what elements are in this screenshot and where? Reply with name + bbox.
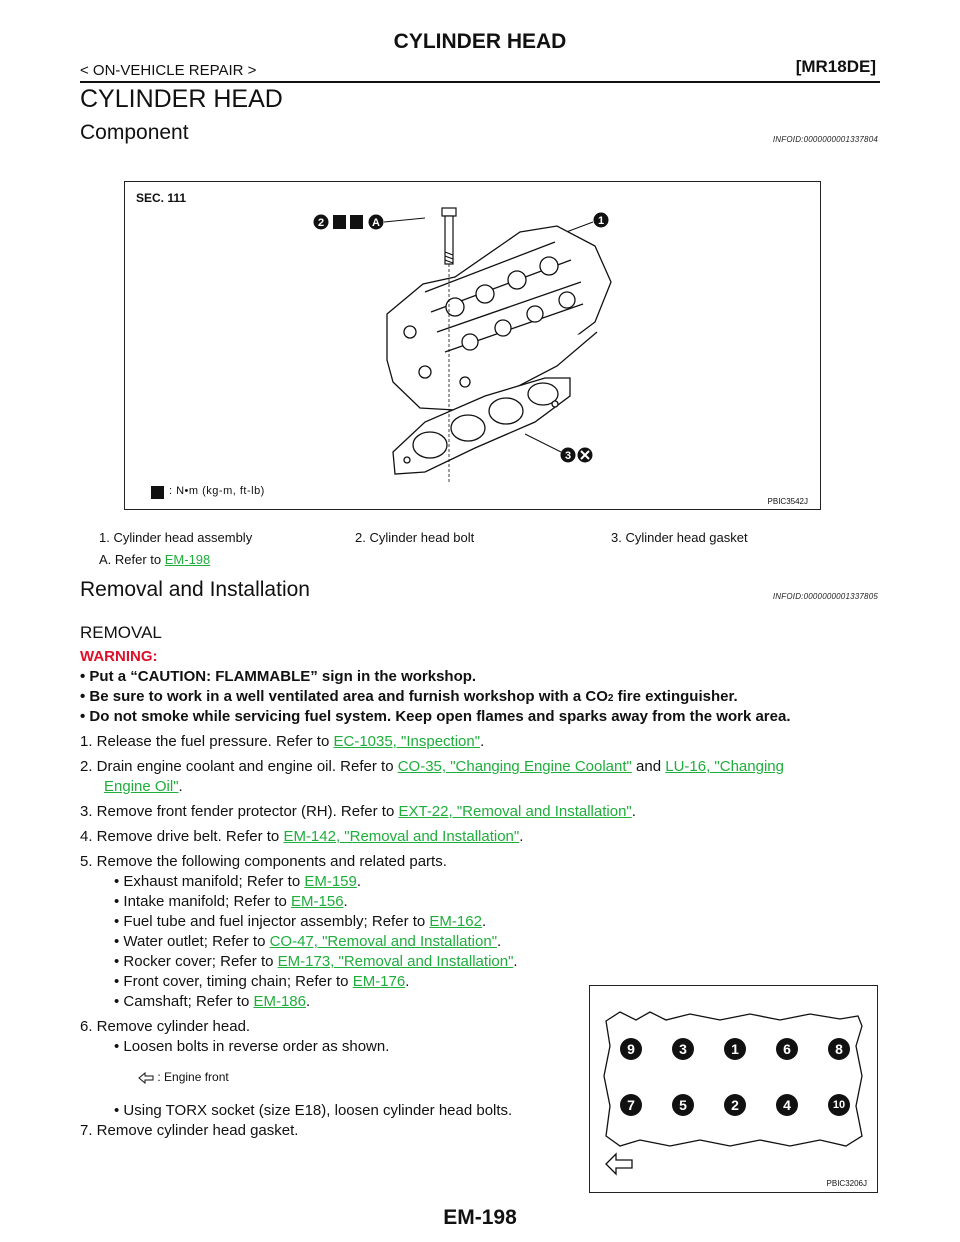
link-em-173[interactable]: EM-173, "Removal and Installation" [277,953,514,970]
torque-unit-label: : N•m (kg-m, ft-lb) [169,485,265,497]
sub-text: • Front cover, timing chain; Refer to [114,973,353,990]
link-ec-1035[interactable]: EC-1035, "Inspection" [333,733,481,750]
step-5-sub-fuel-tube: • Fuel tube and fuel injector assembly; Refer to EM-162. [114,913,487,930]
figure-id: PBIC3542J [767,497,808,506]
engine-front-arrow [606,1154,632,1174]
link-em-186[interactable]: EM-186 [253,993,306,1010]
bolt-number-badge: 8 [828,1038,850,1060]
step-5-sub-rocker-cover: • Rocker cover; Refer to EM-173, "Removal and Installation". [114,953,518,970]
bolt-number-badge: 6 [776,1038,798,1060]
step-4: 4. Remove drive belt. Refer to EM-142, "Removal and Installation". [80,828,524,845]
sub-text: • Rocker cover; Refer to [114,953,278,970]
step-6-sub-loosen: • Loosen bolts in reverse order as shown. [114,1038,390,1055]
legend-item-2: 2. Cylinder head bolt [355,530,475,545]
warning-text-1: Put a “CAUTION: FLAMMABLE” sign in the workshop. [89,668,477,685]
sub-text: • Water outlet; Refer to [114,933,270,950]
sub-text: • Camshaft; Refer to [114,993,254,1010]
warning-item-1: • Put a “CAUTION: FLAMMABLE” sign in the workshop. [80,668,477,685]
link-co-47[interactable]: CO-47, "Removal and Installation" [269,933,498,950]
step-5-sub-water-outlet: • Water outlet; Refer to CO-47, "Removal and Installation". [114,933,502,950]
link-co-35[interactable]: CO-35, "Changing Engine Coolant" [397,758,632,775]
step-5-sub-camshaft: • Camshaft; Refer to EM-186. [114,993,311,1010]
step-3: 3. Remove front fender protector (RH). Refer to EXT-22, "Removal and Installation". [80,803,636,820]
bolt-row-bottom [620,1094,850,1116]
step-5-sub-front-cover: • Front cover, timing chain; Refer to EM-176. [114,973,410,990]
step-6: 6. Remove cylinder head. [80,1018,251,1035]
component-infoid: INFOID:0000000001337804 [772,135,878,144]
bolt-number-badge: 7 [620,1094,642,1116]
sub-text: • Intake manifold; Refer to [114,893,292,910]
step-4-text: 4. Remove drive belt. Refer to [80,828,284,845]
sub-text: • Fuel tube and fuel injector assembly; Refer to [114,913,430,930]
warning-text-3: Do not smoke while servicing fuel system. Keep open flames and sparks away from the work area. [89,708,791,725]
step-2-text: 2. Drain engine coolant and engine oil. Refer to [80,758,398,775]
callout-3 [525,434,593,463]
header-rule [80,81,880,83]
engine-front-label: : Engine front [157,1070,229,1084]
step-5: 5. Remove the following components and related parts. [80,853,447,870]
link-em-142[interactable]: EM-142, "Removal and Installation" [283,828,520,845]
bolt-number-badge: 4 [776,1094,798,1116]
step-1-text: 1. Release the fuel pressure. Refer to [80,733,334,750]
bolt-number-badge: 10 [828,1094,850,1116]
warning-text-2: Be sure to work in a well ventilated area and furnish workshop with a CO [89,688,608,705]
removal-subheading: REMOVAL [80,623,162,642]
header-breadcrumb: < ON-VEHICLE REPAIR > [80,62,257,79]
step-7: 7. Remove cylinder head gasket. [80,1122,299,1139]
bolt-loosen-order-figure [589,985,878,1193]
legend-item-a-text: A. Refer to [99,552,165,567]
legend-item-a [99,552,210,567]
page-number: EM-198 [443,1206,517,1229]
bolt-number-badge: 9 [620,1038,642,1060]
bolt-number-badge: 1 [724,1038,746,1060]
warning-subscript: 2 [607,693,614,704]
step-2 [80,758,784,775]
svg-text:3: 3 [564,450,572,462]
warning-label: WARNING: [80,648,158,665]
step-3-text: 3. Remove front fender protector (RH). Refer to [80,803,399,820]
header-model: [MR18DE] [795,57,876,76]
step-6-sub-torx: • Using TORX socket (size E18), loosen cylinder head bolts. [114,1102,513,1119]
component-heading: Component [80,121,189,144]
step-2-cont: Engine Oil". [104,778,183,795]
link-ext-22[interactable]: EXT-22, "Removal and Installation" [398,803,632,820]
page-header-title: CYLINDER HEAD [393,30,567,53]
removal-installation-heading: Removal and Installation [80,578,310,601]
torque-wrench-icon [151,486,164,499]
component-figure [124,181,821,510]
link-lu-16[interactable]: LU-16, "Changing [665,758,784,775]
link-lu-16-cont[interactable]: Engine Oil" [104,778,179,795]
cylinder-head-assembly [387,226,611,410]
bolt-number-badge: 3 [672,1038,694,1060]
step-2-and: and [631,758,666,775]
link-em-156[interactable]: EM-156 [291,893,344,910]
bolt-number-badge: 5 [672,1094,694,1116]
step-5-sub-exhaust: • Exhaust manifold; Refer to EM-159. [114,873,362,890]
svg-text:A: A [372,217,380,229]
legend-item-3: 3. Cylinder head gasket [611,530,748,545]
link-em-176[interactable]: EM-176 [352,973,406,990]
bolt-row-top [620,1038,850,1060]
warning-text-2-end: fire extinguisher. [613,688,738,705]
svg-text:1: 1 [597,215,605,227]
bolt-figure-id: PBIC3206J [826,1179,867,1188]
link-em-198[interactable]: EM-198 [164,552,211,567]
cylinder-head-bolt [442,208,456,264]
figure-sec-label: SEC. 111 [136,191,187,205]
callout-2-group [314,215,426,230]
cylinder-head-drawing [125,182,820,509]
bolt-number-badge: 2 [724,1094,746,1116]
legend-item-1: 1. Cylinder head assembly [99,530,253,545]
link-em-162[interactable]: EM-162 [429,913,482,930]
sub-text: • Exhaust manifold; Refer to [114,873,305,890]
step-1: 1. Release the fuel pressure. Refer to EC-1035, "Inspection". [80,733,485,750]
callout-1 [561,213,609,235]
section-title: CYLINDER HEAD [80,85,283,113]
link-em-159[interactable]: EM-159 [304,873,357,890]
step-5-sub-intake: • Intake manifold; Refer to EM-156. [114,893,348,910]
engine-front-legend [138,1070,229,1084]
removal-infoid: INFOID:0000000001337805 [772,592,878,601]
svg-text:2: 2 [317,217,325,229]
head-outline-drawing [590,986,877,1192]
warning-item-2: • Be sure to work in a well ventilated area and furnish workshop with a CO2 fire extinguisher. [80,688,738,705]
engine-front-arrow-icon [138,1072,154,1084]
warning-item-3: • Do not smoke while servicing fuel system. Keep open flames and sparks away from the work area. [80,708,791,725]
